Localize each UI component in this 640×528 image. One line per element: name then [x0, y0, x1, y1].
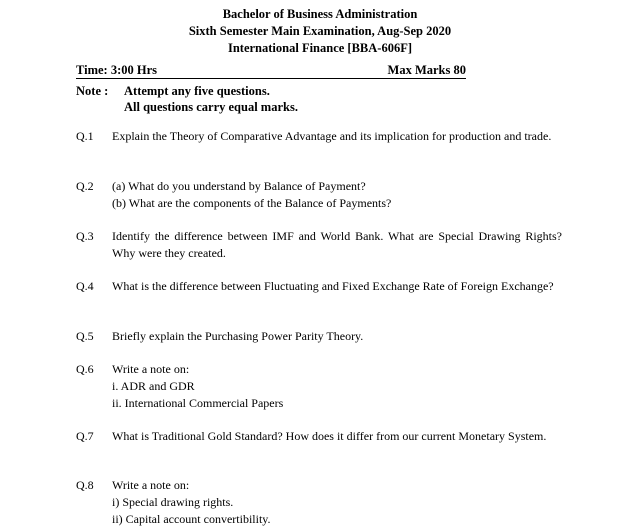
question-part: ii) Capital account convertibility. — [112, 512, 271, 526]
examination-title: Sixth Semester Main Examination, Aug-Sep 2020 — [188, 24, 452, 38]
question-text — [112, 178, 562, 212]
question-number: Q.4 — [76, 279, 94, 293]
question-part: ii. International Commercial Papers — [112, 396, 284, 410]
question-number: Q.1 — [76, 129, 94, 143]
question-part: (b) What are the components of the Balance of Payments? — [112, 196, 392, 210]
question-text: What is Traditional Gold Standard? How does it differ from our current Monetary System. — [112, 429, 547, 443]
max-marks: Max Marks 80 — [387, 63, 466, 77]
note-label: Note : — [76, 84, 109, 98]
question-text: Briefly explain the Purchasing Power Parity Theory. — [112, 329, 364, 343]
question-text — [112, 477, 562, 528]
question-text: Explain the Theory of Comparative Advantage and its implication for production and trade. — [112, 129, 552, 143]
question-number: Q.2 — [76, 179, 94, 193]
question-part: i. ADR and GDR — [112, 379, 195, 393]
question-part: (a) What do you understand by Balance of Payment? — [112, 179, 366, 193]
question-text: Identify the difference between IMF and World Bank. What are Special Drawing Rights? Why were they created. — [112, 229, 562, 260]
note-instructions — [124, 83, 298, 115]
question-part: i) Special drawing rights. — [112, 495, 234, 509]
question-number: Q.7 — [76, 429, 94, 443]
question-part: Write a note on: — [112, 478, 190, 492]
question-part: Write a note on: — [112, 362, 190, 376]
course-title: International Finance [BBA-606F] — [227, 41, 413, 55]
question-number: Q.8 — [76, 478, 94, 492]
note-instruction: All questions carry equal marks. — [124, 100, 298, 114]
exam-meta-row — [76, 62, 466, 79]
exam-time: Time: 3:00 Hrs — [76, 63, 158, 77]
university-program-title: Bachelor of Business Administration — [222, 7, 418, 21]
question-number: Q.6 — [76, 362, 94, 376]
question-number: Q.5 — [76, 329, 94, 343]
question-text — [112, 361, 562, 412]
question-number: Q.3 — [76, 229, 94, 243]
note-instruction: Attempt any five questions. — [124, 84, 270, 98]
question-text: What is the difference between Fluctuating and Fixed Exchange Rate of Foreign Exchange? — [112, 279, 554, 293]
